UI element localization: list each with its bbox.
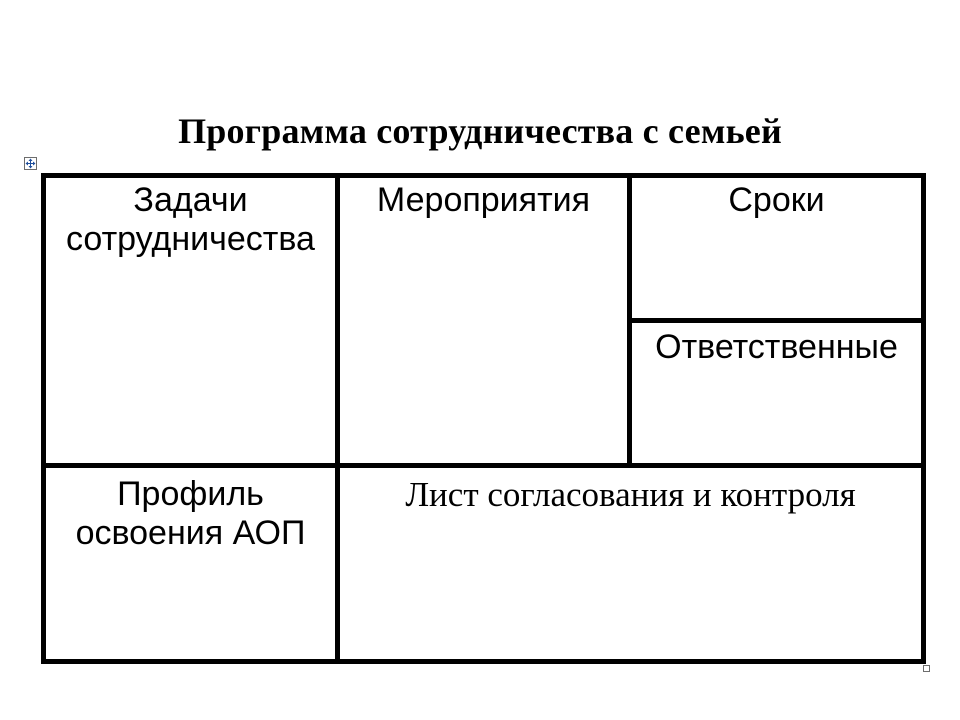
cell-tasks-line2: сотрудничества [66, 220, 315, 258]
table-border-bottom [41, 659, 926, 664]
cell-activities: Мероприятия [376, 181, 591, 219]
table-divider-row-main [41, 463, 926, 468]
cell-profile-line1: Профиль [117, 475, 264, 513]
cell-deadlines: Сроки [728, 181, 825, 219]
cell-responsible: Ответственные [655, 328, 898, 366]
cell-profile [46, 475, 335, 553]
table-divider-col1 [335, 173, 340, 664]
page-title: Программа сотрудничества с семьей [178, 111, 782, 151]
cell-tasks-line1: Задачи [133, 181, 248, 219]
table-border-top [41, 173, 926, 178]
table-resize-handle-icon[interactable] [923, 665, 930, 672]
cell-tasks [46, 181, 335, 259]
cooperation-program-table [41, 173, 926, 664]
table-divider-row-deadlines [627, 318, 926, 323]
cell-profile-line2: освоения АОП [75, 514, 306, 552]
table-border-right [921, 173, 926, 664]
table-move-handle-icon[interactable] [24, 157, 37, 170]
cell-approval-sheet: Лист согласования и контроля [405, 475, 856, 514]
move-arrows-icon [25, 158, 36, 169]
